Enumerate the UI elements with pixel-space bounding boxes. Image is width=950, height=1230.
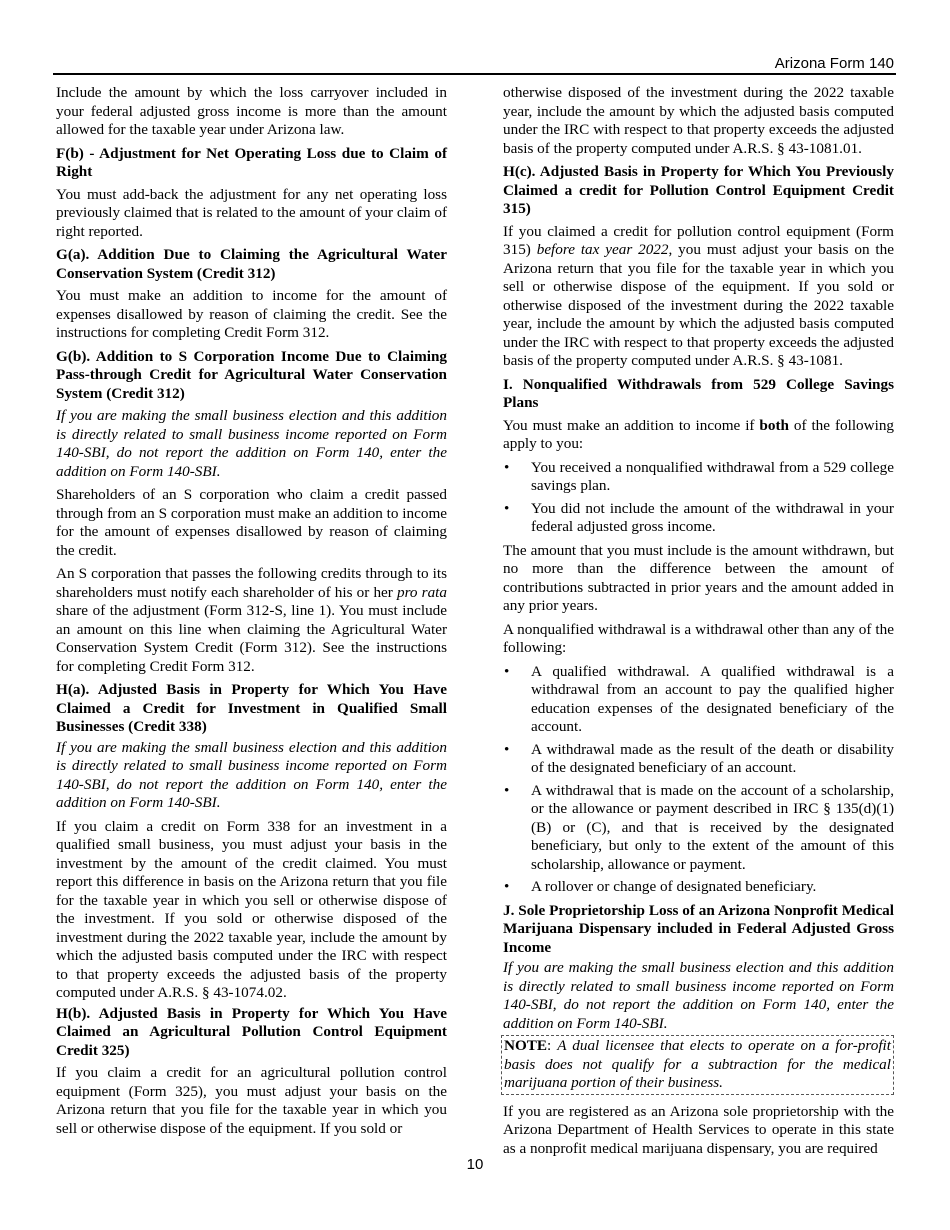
bullet-list — [503, 459, 894, 537]
section-heading-i: I. Nonqualified Withdrawals from 529 College Savings Plans — [503, 375, 894, 411]
paragraph: If you are registered as an Arizona sole proprietorship with the Arizona Department of Health Services to operate in this state as a nonprofit medical marijuana dispensary, you are required — [503, 1102, 894, 1157]
text-run: of the following apply to you: — [503, 416, 895, 452]
right-column — [503, 84, 894, 1163]
list-item: • A qualified withdrawal. A qualified withdrawal is a withdrawal from an account to pay the qualified higher education expenses of the designated beneficiary of the account. — [503, 663, 894, 737]
left-column — [56, 84, 447, 1143]
text-run: If you claimed a credit for pollution control equipment (Form 315) — [503, 222, 894, 258]
header-divider — [53, 73, 896, 75]
section-heading-hb: H(b). Adjusted Basis in Property for Which You Have Claimed an Agricultural Pollution Control Equipment Credit 325) — [56, 1004, 447, 1059]
paragraph — [503, 417, 894, 454]
list-item: • A withdrawal made as the result of the death or disability of the designated beneficiary of an account. — [503, 741, 894, 778]
note-label: NOTE — [504, 1037, 548, 1054]
paragraph: Shareholders of an S corporation who claim a credit passed through from an S corporation must make an addition to income for the amount of expenses disallowed by reason of claiming the credit. — [56, 486, 447, 559]
paragraph — [503, 223, 894, 371]
list-item: • You received a nonqualified withdrawal from a 529 college savings plan. — [503, 459, 894, 496]
section-heading-j: J. Sole Proprietorship Loss of an Arizona Nonprofit Medical Marijuana Dispensary included in Federal Adjusted Gross Income — [503, 901, 894, 956]
text-run: An S corporation that passes the following credits through to its shareholders must notify each shareholder of his or her — [56, 565, 447, 601]
bold-term: both — [759, 416, 789, 434]
list-item: • You did not include the amount of the withdrawal in your federal adjusted gross income. — [503, 500, 894, 537]
bullet-list — [503, 663, 894, 897]
section-heading-gb: G(b). Addition to S Corporation Income Due to Claiming Pass-through Credit for Agricultural Water Conservation System (Credit 312) — [56, 347, 447, 402]
section-heading-ga: G(a). Addition Due to Claiming the Agricultural Water Conservation System (Credit 312) — [56, 246, 447, 282]
text-run: , you must adjust your basis on the Arizona return that you file for the taxable year in which you sell or otherwise dispose of the equipment. If you sold or otherwise disposed of the investment during the 2022 taxable year, include the amount by which the adjusted basis computed under the IRC with respect to that property exceeds the adjusted basis of the property computed under A.R.S. § 43-1081. — [503, 241, 894, 369]
section-heading-ha: H(a). Adjusted Basis in Property for Which You Have Claimed a Credit for Investment in Qualified Small Businesses (Credit 338) — [56, 681, 447, 735]
text-run: You must make an addition to income if — [503, 416, 760, 434]
paragraph: You must add-back the adjustment for any net operating loss previously claimed that is related to the amount of your claim of right reported. — [56, 185, 447, 240]
text-run: share of the adjustment (Form 312-S, line 1). You must include an amount on this line when claiming the Agricultural Water Conservation System Credit (Form 312). See the instructions for completing Credit Form 312. — [56, 602, 447, 675]
paragraph: You must make an addition to income for the amount of expenses disallowed by reason of claiming the credit. See the instructions for completing Credit Form 312. — [56, 287, 447, 341]
list-item: • A withdrawal that is made on the account of a scholarship, or the allowance or payment described in IRC § 135(d)(1)(B) or (C), and that is received by the designated beneficiary, but only to the extent of the amount of this scholarship, allowance or payment. — [503, 782, 894, 875]
paragraph: Include the amount by which the loss carryover included in your federal adjusted gross income is more than the amount allowed for the taxable year under Arizona law. — [56, 84, 447, 138]
section-heading-fb: F(b) - Adjustment for Net Operating Loss due to Claim of Right — [56, 144, 447, 180]
italic-term: before tax year 2022 — [536, 241, 669, 258]
italic-term: pro rata — [396, 583, 447, 601]
note-text: A dual licensee that elects to operate on a for-profit basis does not qualify for a subtraction for the medical marijuana portion of their business. — [504, 1037, 891, 1091]
note-box: NOTE: A dual licensee that elects to operate on a for-profit basis does not qualify for a subtraction for the medical marijuana portion of their business. — [501, 1035, 894, 1095]
paragraph — [56, 565, 447, 676]
paragraph: otherwise disposed of the investment during the 2022 taxable year, include the amount by which the adjusted basis computed under the IRC with respect to that property exceeds the adjusted basis of the property computed under A.R.S. § 43-1081.01. — [503, 84, 894, 157]
paragraph: A nonqualified withdrawal is a withdrawal other than any of the following: — [503, 620, 894, 656]
paragraph: If you claim a credit on Form 338 for an investment in a qualified small business, you must adjust your basis in the investment by the amount of the credit claimed. You must report this difference in basis on the Arizona return that you file for the taxable year in which you sell or otherwise dispose of the investment. If you sold or otherwise disposed of the investment during the 2022 taxable year, include the amount by which the adjusted basis computed under the IRC with respect to that property exceeds the adjusted basis of the property computed under A.R.S. § 43-1074.02. — [56, 817, 447, 1001]
italic-instruction: If you are making the small business election and this addition is directly related to small business income reported on Form 140-SBI, do not report the addition on Form 140, enter the addition on Form 140-SBI. — [503, 959, 894, 1032]
paragraph: If you claim a credit for an agricultural pollution control equipment (Form 325), you must adjust your basis on the Arizona return that you file for the taxable year in which you sell or otherwise dispose of the equipment. If you sold or — [56, 1064, 447, 1137]
page-number: 10 — [466, 1156, 484, 1173]
list-item: • A rollover or change of designated beneficiary. — [503, 878, 894, 897]
italic-instruction: If you are making the small business election and this addition is directly related to small business income reported on Form 140-SBI, do not report the addition on Form 140, enter the addition on Form 140-SBI. — [56, 407, 447, 480]
section-heading-hc: H(c). Adjusted Basis in Property for Which You Previously Claimed a credit for Pollution Control Equipment Credit 315) — [503, 163, 894, 217]
italic-instruction: If you are making the small business election and this addition is directly related to small business income reported on Form 140-SBI, do not report the addition on Form 140, enter the addition on Form 140-SBI. — [56, 738, 447, 811]
form-title: Arizona Form 140 — [774, 55, 894, 72]
paragraph: The amount that you must include is the amount withdrawn, but no more than the difference between the amount of contributions subtracted in prior years and the amount added in any prior years. — [503, 541, 894, 614]
